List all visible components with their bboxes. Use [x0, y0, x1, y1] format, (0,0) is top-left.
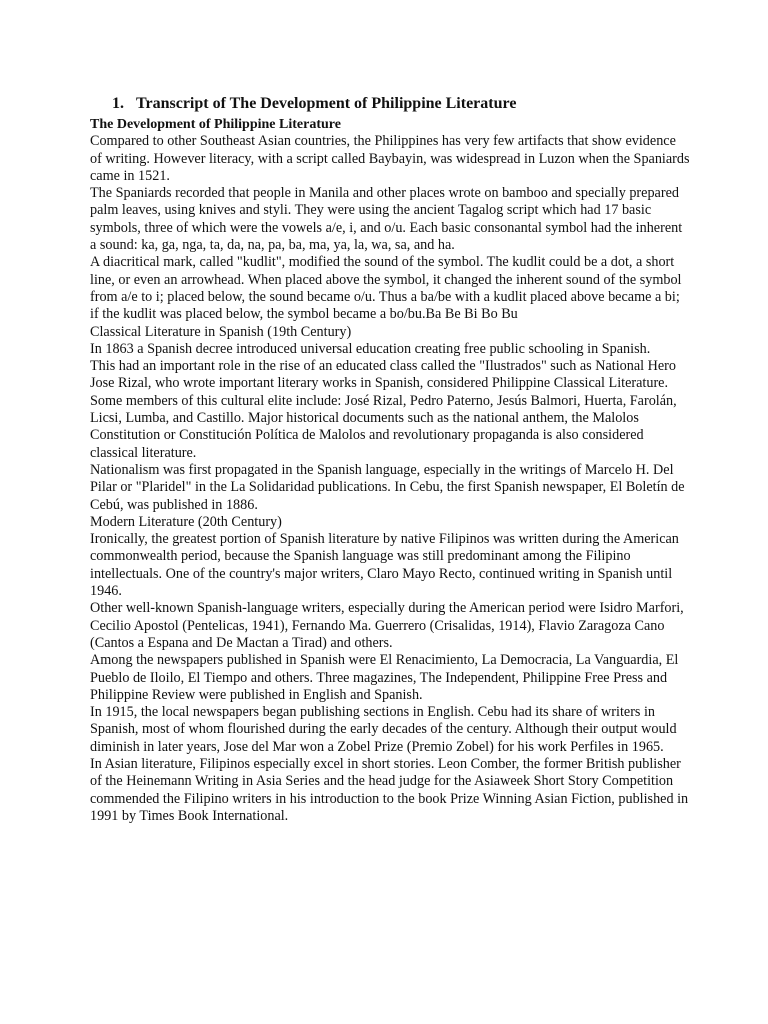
section-heading-classical: Classical Literature in Spanish (19th Century): [90, 323, 352, 340]
heading-number: 1.: [112, 95, 124, 112]
document-body: [90, 94, 690, 825]
document-heading: [112, 94, 690, 114]
paragraph: A diacritical mark, called "kudlit", modified the sound of the symbol. The kudlit could be a dot, a short line, or even an arrowhead. When placed above the symbol, it changed the inherent sound of the symbol from a/e to i; placed below, the sound became o/u. Thus a ba/be with a kudlit placed above became a bi; if the kudlit was placed below, the symbol became a bo/bu.Ba Be Bi Bo Bu: [90, 254, 682, 323]
section-heading-modern: Modern Literature (20th Century): [90, 513, 282, 530]
paragraph: Nationalism was first propagated in the Spanish language, especially in the writings of Marcelo H. Del Pilar or "Plaridel" in the La Solidaridad publications. In Cebu, the first Spanish newspaper, El Boletín de Cebú, was published in 1886.: [90, 461, 685, 513]
paragraph: Ironically, the greatest portion of Spanish literature by native Filipinos was written during the American commonwealth period, because the Spanish language was still predominant among the Filipino intellectuals. One of the country's major writers, Claro Mayo Recto, continued writing in Spanish until 1946.: [90, 531, 679, 600]
paragraph: The Spaniards recorded that people in Manila and other places wrote on bamboo and specially prepared palm leaves, using knives and styli. They were using the ancient Tagalog script which had 17 basic symbols, three of which were the vowels a/e, i, and o/u. Each basic consonantal symbol had the inherent a sound: ka, ga, nga, ta, da, na, pa, ba, ma, ya, la, wa, sa, and ha.: [90, 185, 683, 254]
document-subtitle: The Development of Philippine Literature: [90, 117, 341, 132]
paragraph: In 1915, the local newspapers began publishing sections in English. Cebu had its share of writers in Spanish, most of whom flourished during the early decades of the century. Although their output would diminish in later years, Jose del Mar won a Zobel Prize (Premio Zobel) for his work Perfiles in 1965.: [90, 704, 677, 755]
paragraph-list: [90, 133, 690, 825]
paragraph: This had an important role in the rise of an educated class called the "Ilustrados" such as National Hero Jose Rizal, who wrote important literary works in Spanish, considered Philippine Classical Literature.: [90, 358, 676, 392]
paragraph: Among the newspapers published in Spanish were El Renacimiento, La Democracia, La Vanguardia, El Pueblo de Iloilo, El Tiempo and others. Three magazines, The Independent, Philippine Free Press and Philippine Review were published in English and Spanish.: [90, 652, 679, 703]
paragraph: In Asian literature, Filipinos especially excel in short stories. Leon Comber, the former British publisher of the Heinemann Writing in Asia Series and the head judge for the Asiaweek Short Story Competition commended the Filipino writers in his introduction to the book Prize Winning Asian Fiction, published in 1991 by Times Book International.: [90, 755, 689, 824]
heading-text: Transcript of The Development of Philippine Literature: [136, 95, 517, 112]
paragraph: Other well-known Spanish-language writers, especially during the American period were Isidro Marfori, Cecilio Apostol (Pentelicas, 1941), Fernando Ma. Guerrero (Crisalidas, 1914), Flavio Zaragoza Cano (Cantos a Espana and De Mactan a Tirad) and others.: [90, 600, 684, 651]
paragraph: Some members of this cultural elite include: José Rizal, Pedro Paterno, Jesús Balmori, Huerta, Farolán, Licsi, Lumba, and Castillo. Major historical documents such as the national anthem, the Malolos Constitution or Constitución Política de Malolos and revolutionary propaganda is also considered classical literature.: [90, 392, 677, 461]
paragraph: Compared to other Southeast Asian countries, the Philippines has very few artifacts that show evidence of writing. However literacy, with a script called Baybayin, was widespread in Luzon when the Spaniards came in 1521.: [90, 133, 690, 184]
paragraph: In 1863 a Spanish decree introduced universal education creating free public schooling in Spanish.: [90, 340, 651, 357]
